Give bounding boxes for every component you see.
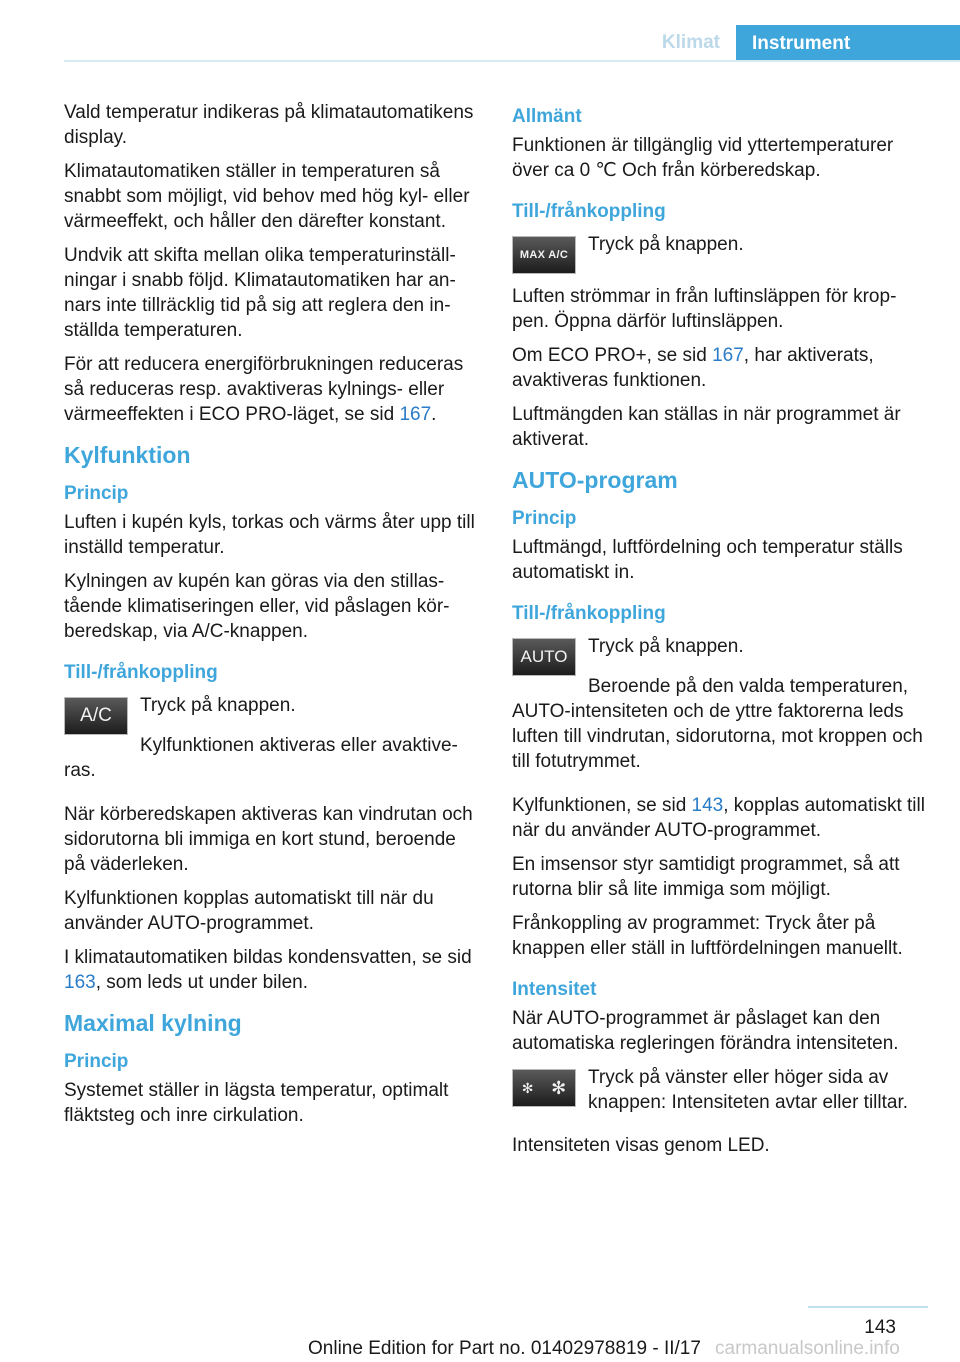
edition-note: Online Edition for Part no. 01402978819 - II/17 [308, 1338, 701, 1359]
ac-button-icon: A/C [64, 697, 128, 735]
fan-small-icon: ✻ [521, 1079, 534, 1096]
heading-kylfunktion: Kylfunktion [64, 442, 191, 468]
page-link-163[interactable]: 163 [64, 972, 96, 993]
paragraph: Kylfunktionen kopplas automatiskt till när du använder AUTO-programmet. [64, 888, 434, 934]
paragraph-text: , som leds ut under bilen. [95, 972, 308, 993]
paragraph: När AUTO-programmet är påslaget kan den automatiska regleringen förändra intensiteten. [512, 1008, 899, 1054]
paragraph-text: , kopplas automatiskt till när du använder AUTO-programmet. [512, 795, 925, 841]
watermark: carmanualsonline.info [715, 1338, 900, 1359]
paragraph: Tryck på knappen. [588, 234, 744, 255]
paragraph-text: . [431, 404, 437, 425]
subheading-princip: Princip [512, 508, 577, 529]
page-link-167[interactable]: 167 [712, 345, 744, 366]
subheading-princip: Princip [64, 483, 129, 504]
paragraph: När körberedskapen aktiveras kan vindrutan och sidorutorna bli immiga en kort stund, beroende på väderleken. [64, 804, 473, 875]
subheading-princip: Princip [64, 1051, 129, 1072]
paragraph-text: , har aktiverats, avaktiveras funktionen. [512, 345, 874, 391]
max-ac-button-row [512, 232, 926, 274]
page-number: 143 [864, 1317, 896, 1338]
max-ac-button-icon: MAX A/C [512, 236, 576, 274]
paragraph [64, 945, 476, 995]
paragraph: Frånkoppling av programmet: Tryck åter på knappen eller ställ in luftfördelningen manuellt. [512, 913, 903, 959]
ac-button-row [64, 693, 476, 735]
left-column [64, 100, 476, 1137]
paragraph: Kylfunktionen aktiveras eller avaktiveras. [64, 735, 458, 781]
paragraph: Luften i kupén kyls, torkas och värms åter upp till inställd temperatur. [64, 512, 475, 558]
paragraph-text: I klimatautomatiken bildas kondensvatten, se sid [64, 947, 472, 968]
auto-button-row [512, 634, 926, 676]
auto-button-icon: AUTO [512, 638, 576, 676]
paragraph-text: För att reducera energiförbrukningen reduceras så reduceras resp. avaktiveras kylnings- eller värmeeffekten i ECO PRO-läget, se sid [64, 354, 464, 425]
header-section-tab: Klimat [661, 32, 720, 53]
paragraph [64, 352, 476, 427]
paragraph: Luften strömmar in från luftinsläppen för kroppen. Öppna därför luftinsläppen. [512, 286, 897, 332]
subheading-intensitet: Intensitet [512, 979, 597, 1000]
page-link-167[interactable]: 167 [399, 404, 432, 425]
fan-intensity-button-icon [512, 1069, 576, 1107]
paragraph: Undvik att skifta mellan olika temperaturinställningar i snabb följd. Klimatautomatiken har annars inte tillräcklig tid på sig att reglera den inställda temperaturen. [64, 245, 456, 341]
page-link-143[interactable]: 143 [691, 795, 724, 816]
paragraph: Kylningen av kupén kan göras via den stillastående klimatiseringen eller, vid påslagen körberedskap, via A/C-knappen. [64, 571, 450, 642]
paragraph [512, 343, 926, 393]
subheading-till-frankoppling: Till-/frånkoppling [512, 201, 666, 222]
paragraph: Beroende på den valda temperaturen, AUTO-intensiteten och de yttre faktorerna leds luften till vindrutan, sidorutorna, mot kroppen och till fotutrymmet. [512, 676, 923, 772]
heading-maximal-kylning: Maximal kylning [64, 1010, 242, 1036]
header-chapter-tab: Instrument [736, 25, 960, 62]
subheading-till-frankoppling: Till-/frånkoppling [64, 662, 218, 683]
paragraph: En imsensor styr samtidigt programmet, så att rutorna blir så lite immiga som möjligt. [512, 854, 900, 900]
right-column [512, 100, 926, 1167]
subheading-till-frankoppling: Till-/frånkoppling [512, 603, 666, 624]
paragraph-text: Om ECO PRO+, se sid [512, 345, 713, 366]
header-rule [64, 60, 960, 62]
paragraph: Funktionen är tillgänglig vid yttertemperaturer över ca 0 ℃ Och från körberedskap. [512, 135, 894, 181]
paragraph: Klimatautomatiken ställer in temperaturen så snabbt som möjligt, vid behov med hög kyl- eller värmeeffekt, och håller den därefter konstant. [64, 161, 470, 232]
paragraph: Vald temperatur indikeras på klimatautomatikens display. [64, 102, 474, 148]
paragraph: Luftmängd, luftfördelning och temperatur ställs automatiskt in. [512, 537, 903, 583]
paragraph: Tryck på vänster eller höger sida av knappen: Intensiteten avtar eller tilltar. [588, 1067, 909, 1113]
paragraph: Tryck på knappen. [588, 636, 744, 657]
paragraph: Tryck på knappen. [140, 695, 296, 716]
paragraph: Intensiteten visas genom LED. [512, 1135, 770, 1156]
footer-rule [808, 1306, 928, 1308]
paragraph [512, 793, 926, 843]
intensity-button-row [512, 1065, 926, 1123]
paragraph-text: Kylfunktionen, se sid [512, 795, 692, 816]
heading-auto-program: AUTO-program [512, 467, 678, 493]
paragraph: Systemet ställer in lägsta temperatur, optimalt fläktsteg och inre cirkulation. [64, 1080, 449, 1126]
subheading-allmant: Allmänt [512, 106, 582, 127]
fan-large-icon: ✻ [551, 1077, 567, 1098]
paragraph: Luftmängden kan ställas in när programmet är aktiverat. [512, 404, 901, 450]
